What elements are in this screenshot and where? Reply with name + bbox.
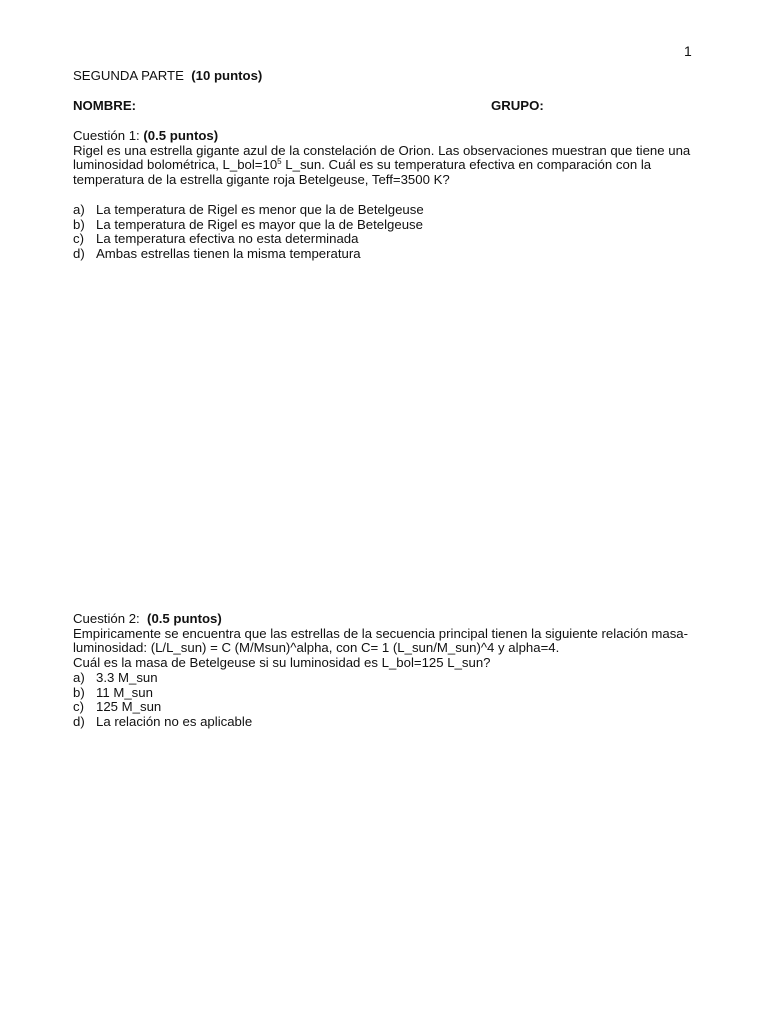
question-1-body: [73, 144, 713, 188]
section-header: [73, 69, 262, 84]
question-1-body-post: L_sun. Cuál es su temperatura efectiva en comparación con la temperatura de la estrella gigante roja Betelgeuse, Teff=3500 K?: [73, 157, 652, 188]
option-letter: a): [73, 201, 85, 217]
list-item: [73, 686, 713, 701]
option-text: La relación no es aplicable: [96, 713, 253, 729]
list-item: [73, 232, 713, 247]
option-letter: a): [73, 669, 85, 685]
question-2-options: [73, 671, 713, 730]
list-item: [73, 715, 713, 730]
option-text: La temperatura de Rigel es menor que la de Betelgeuse: [96, 201, 424, 217]
question-2-points: (0.5 puntos): [147, 611, 222, 626]
question-1-label: Cuestión 1: [73, 128, 137, 143]
option-text: 3.3 M_sun: [96, 669, 158, 685]
list-item: [73, 671, 713, 686]
option-letter: b): [73, 684, 85, 700]
list-item: [73, 218, 713, 233]
page-number: 1: [684, 43, 692, 59]
option-text: Ambas estrellas tienen la misma temperatura: [96, 245, 361, 261]
option-letter: c): [73, 699, 84, 715]
question-1: [73, 129, 713, 262]
option-text: La temperatura efectiva no esta determinada: [96, 231, 359, 247]
section-title: SEGUNDA PARTE: [73, 68, 184, 83]
option-letter: b): [73, 216, 85, 232]
question-2-body-line1: Empiricamente se encuentra que las estrellas de la secuencia principal tienen la siguiente relación masa-luminosidad: (L/L_sun) = C (M/Msun)^alpha, con C= 1 (L_sun/M_sun)^4 y alpha=4.: [73, 625, 689, 656]
question-2: [73, 612, 713, 730]
list-item: [73, 247, 713, 262]
option-letter: d): [73, 713, 85, 729]
question-1-options: [73, 203, 713, 262]
question-2-sep: :: [136, 611, 140, 626]
option-letter: d): [73, 245, 85, 261]
question-2-title: [73, 612, 713, 627]
question-2-body-line2: Cuál es la masa de Betelgeuse si su luminosidad es L_bol=125 L_sun?: [73, 655, 491, 671]
list-item: [73, 700, 713, 715]
option-letter: c): [73, 231, 84, 247]
question-1-points: (0.5 puntos): [143, 128, 219, 143]
group-label: GRUPO:: [491, 98, 544, 113]
option-text: 11 M_sun: [96, 684, 153, 700]
question-1-title: [73, 129, 713, 144]
name-label: NOMBRE:: [73, 98, 137, 113]
option-text: 125 M_sun: [96, 699, 162, 715]
question-1-body-exponent: 5: [277, 157, 282, 167]
option-text: La temperatura de Rigel es mayor que la de Betelgeuse: [96, 216, 423, 232]
list-item: [73, 203, 713, 218]
question-1-sep: :: [136, 128, 140, 143]
student-fields: [73, 99, 693, 114]
question-1-body-pre: Rigel es una estrella gigante azul de la constelación de Orion. Las observaciones muestran que tiene una luminosidad bolométrica, L_bol=10: [73, 142, 691, 173]
section-points: (10 puntos): [191, 68, 263, 83]
question-2-label: Cuestión 2: [73, 611, 137, 626]
